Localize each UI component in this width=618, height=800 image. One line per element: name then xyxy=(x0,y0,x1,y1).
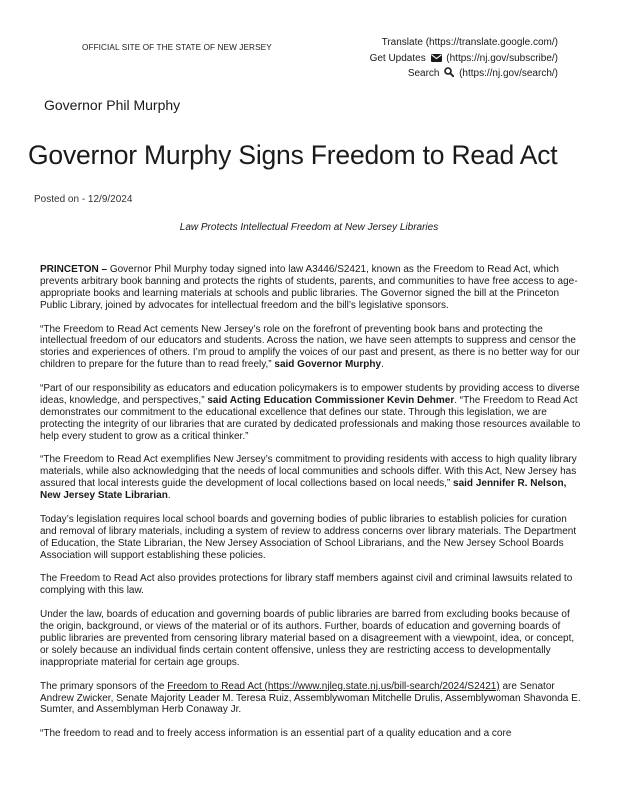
office-name: Governor Phil Murphy xyxy=(44,97,181,113)
punctuation: . xyxy=(167,490,171,502)
quote-attribution: said Jennifer R. Nelson, New Jersey State Librarian xyxy=(40,478,567,502)
punctuation: . xyxy=(381,359,384,371)
search-label: Search xyxy=(407,68,440,79)
paragraph: Today’s legislation requires local school boards and governing bodies of public libraries to establish policies for curation and removal of library materials, including a system of review to address concerns over library materials. The Department of Education, the State Librarian, the New Jersey Association of School Librarians, and the New Jersey School Boards Association will support establishing these policies. xyxy=(40,513,577,561)
get-updates-label: Get Updates xyxy=(369,52,426,64)
paragraph-text: are Senator Andrew Zwicker, Senate Majority Leader M. Teresa Ruiz, Assemblywoman Mitchelle Drulis, Assemblywoman Shavonda E. Sumter, and Assemblyman Herb Conaway Jr. xyxy=(40,680,581,716)
search-link[interactable] xyxy=(408,68,558,79)
paragraph-text: The primary sponsors of the xyxy=(40,680,168,692)
get-updates-url: (https://nj.gov/subscribe/) xyxy=(446,52,558,64)
search-icon xyxy=(444,67,454,77)
search-url: (https://nj.gov/search/) xyxy=(459,68,558,79)
quote-text: “The Freedom to Read Act cements New Jersey’s role on the forefront of preventing book bans and protecting the intellectual freedom of our educators and students. Across the nation, we have seen attempts to suppress and censor the stories and experiences of others. I’m proud to amplify the voices of our past and present, as there is no better way for our children to prepare for the future than to read freely,” xyxy=(40,323,580,371)
envelope-icon xyxy=(431,54,442,62)
official-site-label: OFFICIAL SITE OF THE STATE OF NEW JERSEY xyxy=(82,43,272,52)
paragraph xyxy=(40,681,582,717)
article-body xyxy=(40,264,582,752)
paragraph xyxy=(40,383,582,443)
paragraph: “The freedom to read and to freely access information is an essential part of a quality education and a core xyxy=(40,728,512,740)
paragraph xyxy=(40,454,582,502)
quote-text: “The Freedom to Read Act exemplifies New Jersey’s commitment to providing residents with access to high quality library materials, while also acknowledging that the needs of local communities and schools differ. With this Act, New Jersey has assured that local interests guide the development of local collections based on local needs,” xyxy=(40,454,577,490)
quote-attribution: said Governor Murphy xyxy=(274,359,382,371)
utility-nav xyxy=(370,35,558,82)
paragraph xyxy=(40,324,582,372)
paragraph: Under the law, boards of education and governing boards of public libraries are barred from excluding books because of the origin, background, or views of the material or of its authors. Further, boards of education and governing boards of public libraries are prevented from censoring library material based on a disagreement with a viewpoint, idea, or concept, or solely because an individual finds certain content offensive, unless they are restricting access to developmentally inappropriate material for certain age groups. xyxy=(40,609,575,668)
quote-attribution: said Acting Education Commissioner Kevin Dehmer xyxy=(207,394,455,406)
article-subtitle: Law Protects Intellectual Freedom at New Jersey Libraries xyxy=(179,222,439,233)
get-updates-link[interactable] xyxy=(370,53,558,64)
paragraph-text: Governor Phil Murphy today signed into law A3446/S2421, known as the Freedom to Read Act, which prevents arbitrary book banning and protects the rights of students, parents, and communities to have free access to age-appropriate books and learning materials at schools and public libraries. The Governor signed the bill at the Princeton Public Library, joined by advocates for intellectual freedom and the bill’s legislative sponsors. xyxy=(40,264,578,311)
paragraph xyxy=(40,264,582,312)
dateline: PRINCETON – xyxy=(40,264,108,275)
paragraph: The Freedom to Read Act also provides protections for library staff members against civil and criminal lawsuits related to complying with this law. xyxy=(40,573,573,597)
quote-text: . “The Freedom to Read Act demonstrates our commitment to the educational excellence that defines our state. Through this legislation, we are protecting the integrity of our libraries that are curated by dedicated professionals and making those resources available to help every student to grow as a critical thinker.” xyxy=(40,394,581,442)
quote-text: “Part of our responsibility as educators and education policymakers is to empower students by providing access to diverse ideas, knowledge, and perspectives,” xyxy=(40,383,580,406)
posted-date: Posted on - 12/9/2024 xyxy=(34,194,133,205)
translate-link[interactable]: Translate (https://translate.google.com/) xyxy=(381,37,558,48)
freedom-to-read-act-link[interactable]: Freedom to Read Act (https://www.njleg.state.nj.us/bill-search/2024/S2421) xyxy=(167,680,500,692)
page-title: Governor Murphy Signs Freedom to Read Act xyxy=(28,140,558,170)
